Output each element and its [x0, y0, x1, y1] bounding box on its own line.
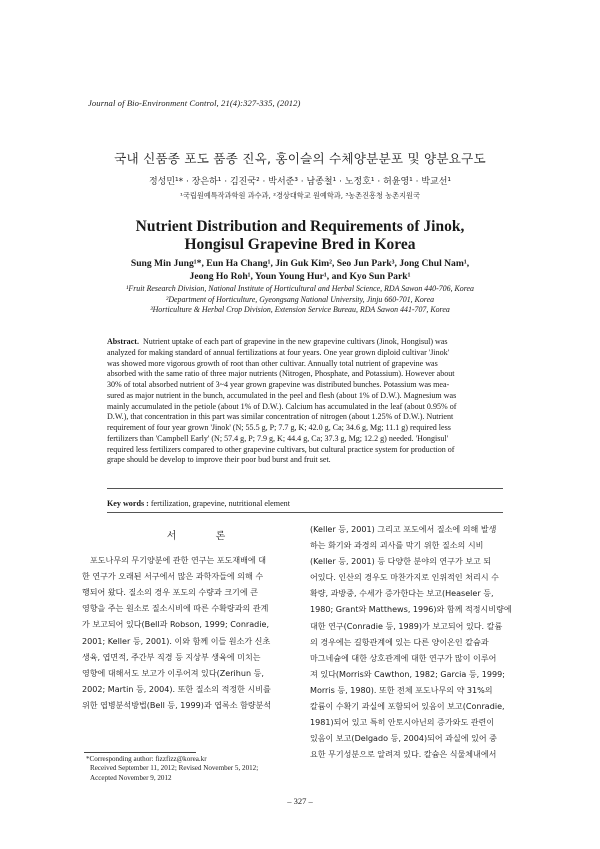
abstract-line: mainly accumulated in the petiole (about 1% of D.W.). Calcium has accumulated in the leaf (about 0.95% of	[107, 401, 457, 411]
keywords-bottom-divider	[107, 512, 503, 513]
english-title	[0, 218, 600, 254]
body-line: 1981)되어 있고 특히 안토시아닌의 증가와도 관련이	[310, 718, 495, 728]
english-authors-line-2: Jeong Ho Roh¹, Youn Young Hur¹, and Kyo Sun Park¹	[189, 271, 411, 282]
korean-title: 국내 신품종 포도 품종 진옥, 홍이슬의 수체양분분포 및 양분요구도	[114, 151, 486, 166]
footnote	[86, 755, 296, 783]
body-line: 한 연구가 오래된 서구에서 많은 과학자들에 의해 수	[82, 572, 264, 582]
abstract-line: absorbed with the same ratio of three major nutrients (Nitrogen, Phosphate, and Potassium). However about	[107, 369, 455, 379]
body-line: 대한 연구(Conradie 등, 1989)가 보고되어 있다. 칼륨	[310, 621, 503, 631]
abstract-line: requirement of four year grown 'Jinok' (N; 55.5 g, P; 7.7 g, K; 42.0 g, Ca; 34.6 g, Mg; 11.1 g) required less	[107, 423, 451, 432]
body-line: 2001; Keller 등, 2001). 이와 함께 이들 원소가 신초	[82, 636, 271, 646]
body-line: 영향에 대해서도 보고가 이루어져 있다(Zerihun 등,	[82, 668, 264, 678]
abstract-line: grape should be develop to improve their poor bud burst and fruit set.	[107, 455, 331, 465]
section-title: 서 론	[166, 531, 244, 542]
journal-citation: Journal of Bio-Environment Control, 21(4):327-335, (2012)	[88, 98, 301, 108]
body-line: 있음이 보고(Delgado 등, 2004)되어 과실에 있어 중	[310, 734, 497, 744]
body-line: 요한 무기성분으로 알려져 있다. 칼슘은 식물체내에서	[310, 750, 497, 760]
body-line: (Keller 등, 2001) 그리고 포도에서 질소에 의해 발생	[310, 525, 497, 534]
body-line: 져 있다(Morris와 Cawthon, 1982; Garcia 등, 1999;	[310, 669, 505, 679]
body-line: 생육, 엽면적, 주간부 직경 등 지상부 생육에 미치는	[82, 652, 261, 662]
keywords	[107, 499, 290, 508]
body-line: Morris 등, 1980). 또한 전체 포도나무의 약 31%의	[310, 685, 493, 695]
abstract-label: Abstract.	[107, 337, 139, 346]
english-authors	[0, 257, 600, 283]
body-line: (Keller 등, 2001) 등 다양한 분야의 연구가 보고 되	[310, 557, 492, 567]
body-line: 가 보고되어 있다(Bell과 Robson, 1999; Conradie,	[82, 620, 270, 630]
abstract-line: 30% of total absorbed nutrient of 3~4 year grown grapevine was distributed bunches. Potassium was mea-	[107, 380, 450, 389]
body-column-left	[82, 527, 310, 714]
keywords-top-divider	[107, 488, 503, 489]
body-line: 칼륨이 수확기 과실에 포함되어 있음이 보고(Conradie,	[310, 702, 505, 712]
received-dates: Received September 11, 2012; Revised November 5, 2012;	[90, 764, 259, 773]
korean-affiliation: ¹국립원예특작과학원 과수과, ²경상대학교 원예학과, ³농촌진흥청 농촌지원국	[180, 191, 420, 200]
body-line: 위한 엽병분석방법(Bell 등, 1999)과 엽록소 함량분석	[82, 700, 272, 710]
abstract-line: analyzed for making standard of annual fertilizations at four years. One year grown diploid cultivar 'Jinok'	[107, 347, 450, 357]
body-line: 포도나무의 무기양분에 관한 연구는 포도재배에 대	[90, 556, 267, 566]
affiliation-line-1: ¹Fruit Research Division, National Institute of Horticultural and Herbal Science, RDA Sawon 440-706, Korea	[126, 284, 474, 293]
english-title-line-2: Hongisul Grapevine Bred in Korea	[184, 236, 416, 253]
keywords-text: fertilization, grapevine, nutritional element	[150, 499, 290, 508]
affiliation-line-2: ²Department of Horticulture, Gyeongsang National University, Jinju 660-701, Korea	[165, 294, 435, 304]
body-line: 2002; Martin 등, 2004). 또한 질소의 적정한 시비를	[82, 684, 271, 694]
keywords-label: Key words :	[107, 499, 149, 508]
body-line: 영향을 주는 원소로 질소시비에 따른 수확량과의 관계	[82, 604, 269, 614]
abstract-text: Nutrient uptake of each part of grapevine in the new grapevine cultivars (Jinok, Hongisul) was	[143, 337, 448, 346]
footnote-divider	[84, 752, 196, 753]
english-title-line-1: Nutrient Distribution and Requirements of Jinok,	[135, 218, 465, 235]
body-line: 행되어 왔다. 질소의 경우 포도의 수량과 크기에 큰	[82, 588, 258, 598]
english-authors-line-1: Sung Min Jung¹*, Eun Ha Chang¹, Jin Guk Kim², Seo Jun Park³, Jong Chul Nam¹,	[130, 258, 470, 269]
body-line: 어있다. 인산의 경우도 마찬가지로 인위적인 처리시 수	[310, 573, 499, 583]
body-line: 1980; Grant와 Matthews, 1996)와 함께 적정시비량에	[310, 605, 512, 615]
abstract-line	[107, 337, 503, 348]
body-line: 의 경우에는 길항관계에 있는 다른 양이온인 칼슘과	[310, 637, 489, 647]
accepted-date: Accepted November 9, 2012	[90, 773, 172, 782]
abstract-line: required less fertilizers compared to other grapevine cultivars, but cultural practice system for production of	[107, 444, 455, 454]
abstract-line: D.W.), that concentration in this part was similar concentration of nitrogen (about 1.25% of D.W.). Nutrient	[107, 412, 454, 422]
page-number: – 327 –	[287, 796, 313, 806]
abstract	[107, 337, 503, 466]
english-affiliations	[0, 284, 600, 316]
korean-authors: 정성민¹* · 장은하¹ · 김진국² · 박서준³ · 남종철¹ · 노정호¹ · 허윤영¹ · 박교선¹	[148, 177, 452, 187]
corresponding-author: *Corresponding author: fizzfizz@korea.kr	[86, 755, 207, 763]
abstract-line: was showed more vigorous growth of root than other cultivar. Annually total nutrient of grapevine was	[107, 358, 438, 368]
body-line: 하는 화기와 과경의 괴사를 막기 위한 질소의 시비	[310, 541, 484, 551]
body-column-right	[310, 522, 538, 763]
abstract-line: fertilizers than 'Campbell Early' (N; 57.4 g, P; 7.9 g, K; 44.4 g, Ca; 37.3 g, Mg; 12.2 g) needed. 'Hongisul'	[107, 433, 449, 443]
affiliation-line-3: ³Horticulture & Herbal Crop Division, Extension Service Bureau, RDA Sawon 441-707, Korea	[150, 305, 450, 315]
body-line: 마그네슘에 대한 상호관계에 대한 연구가 많이 이루어	[310, 653, 497, 663]
body-line: 확량, 과방중, 수세가 증가한다는 보고(Heaseler 등,	[310, 589, 494, 599]
abstract-line: sured as major nutrient in the bunch, accumulated in the peel and flesh (about 1% of D.W.). Magnesium was	[107, 390, 457, 400]
